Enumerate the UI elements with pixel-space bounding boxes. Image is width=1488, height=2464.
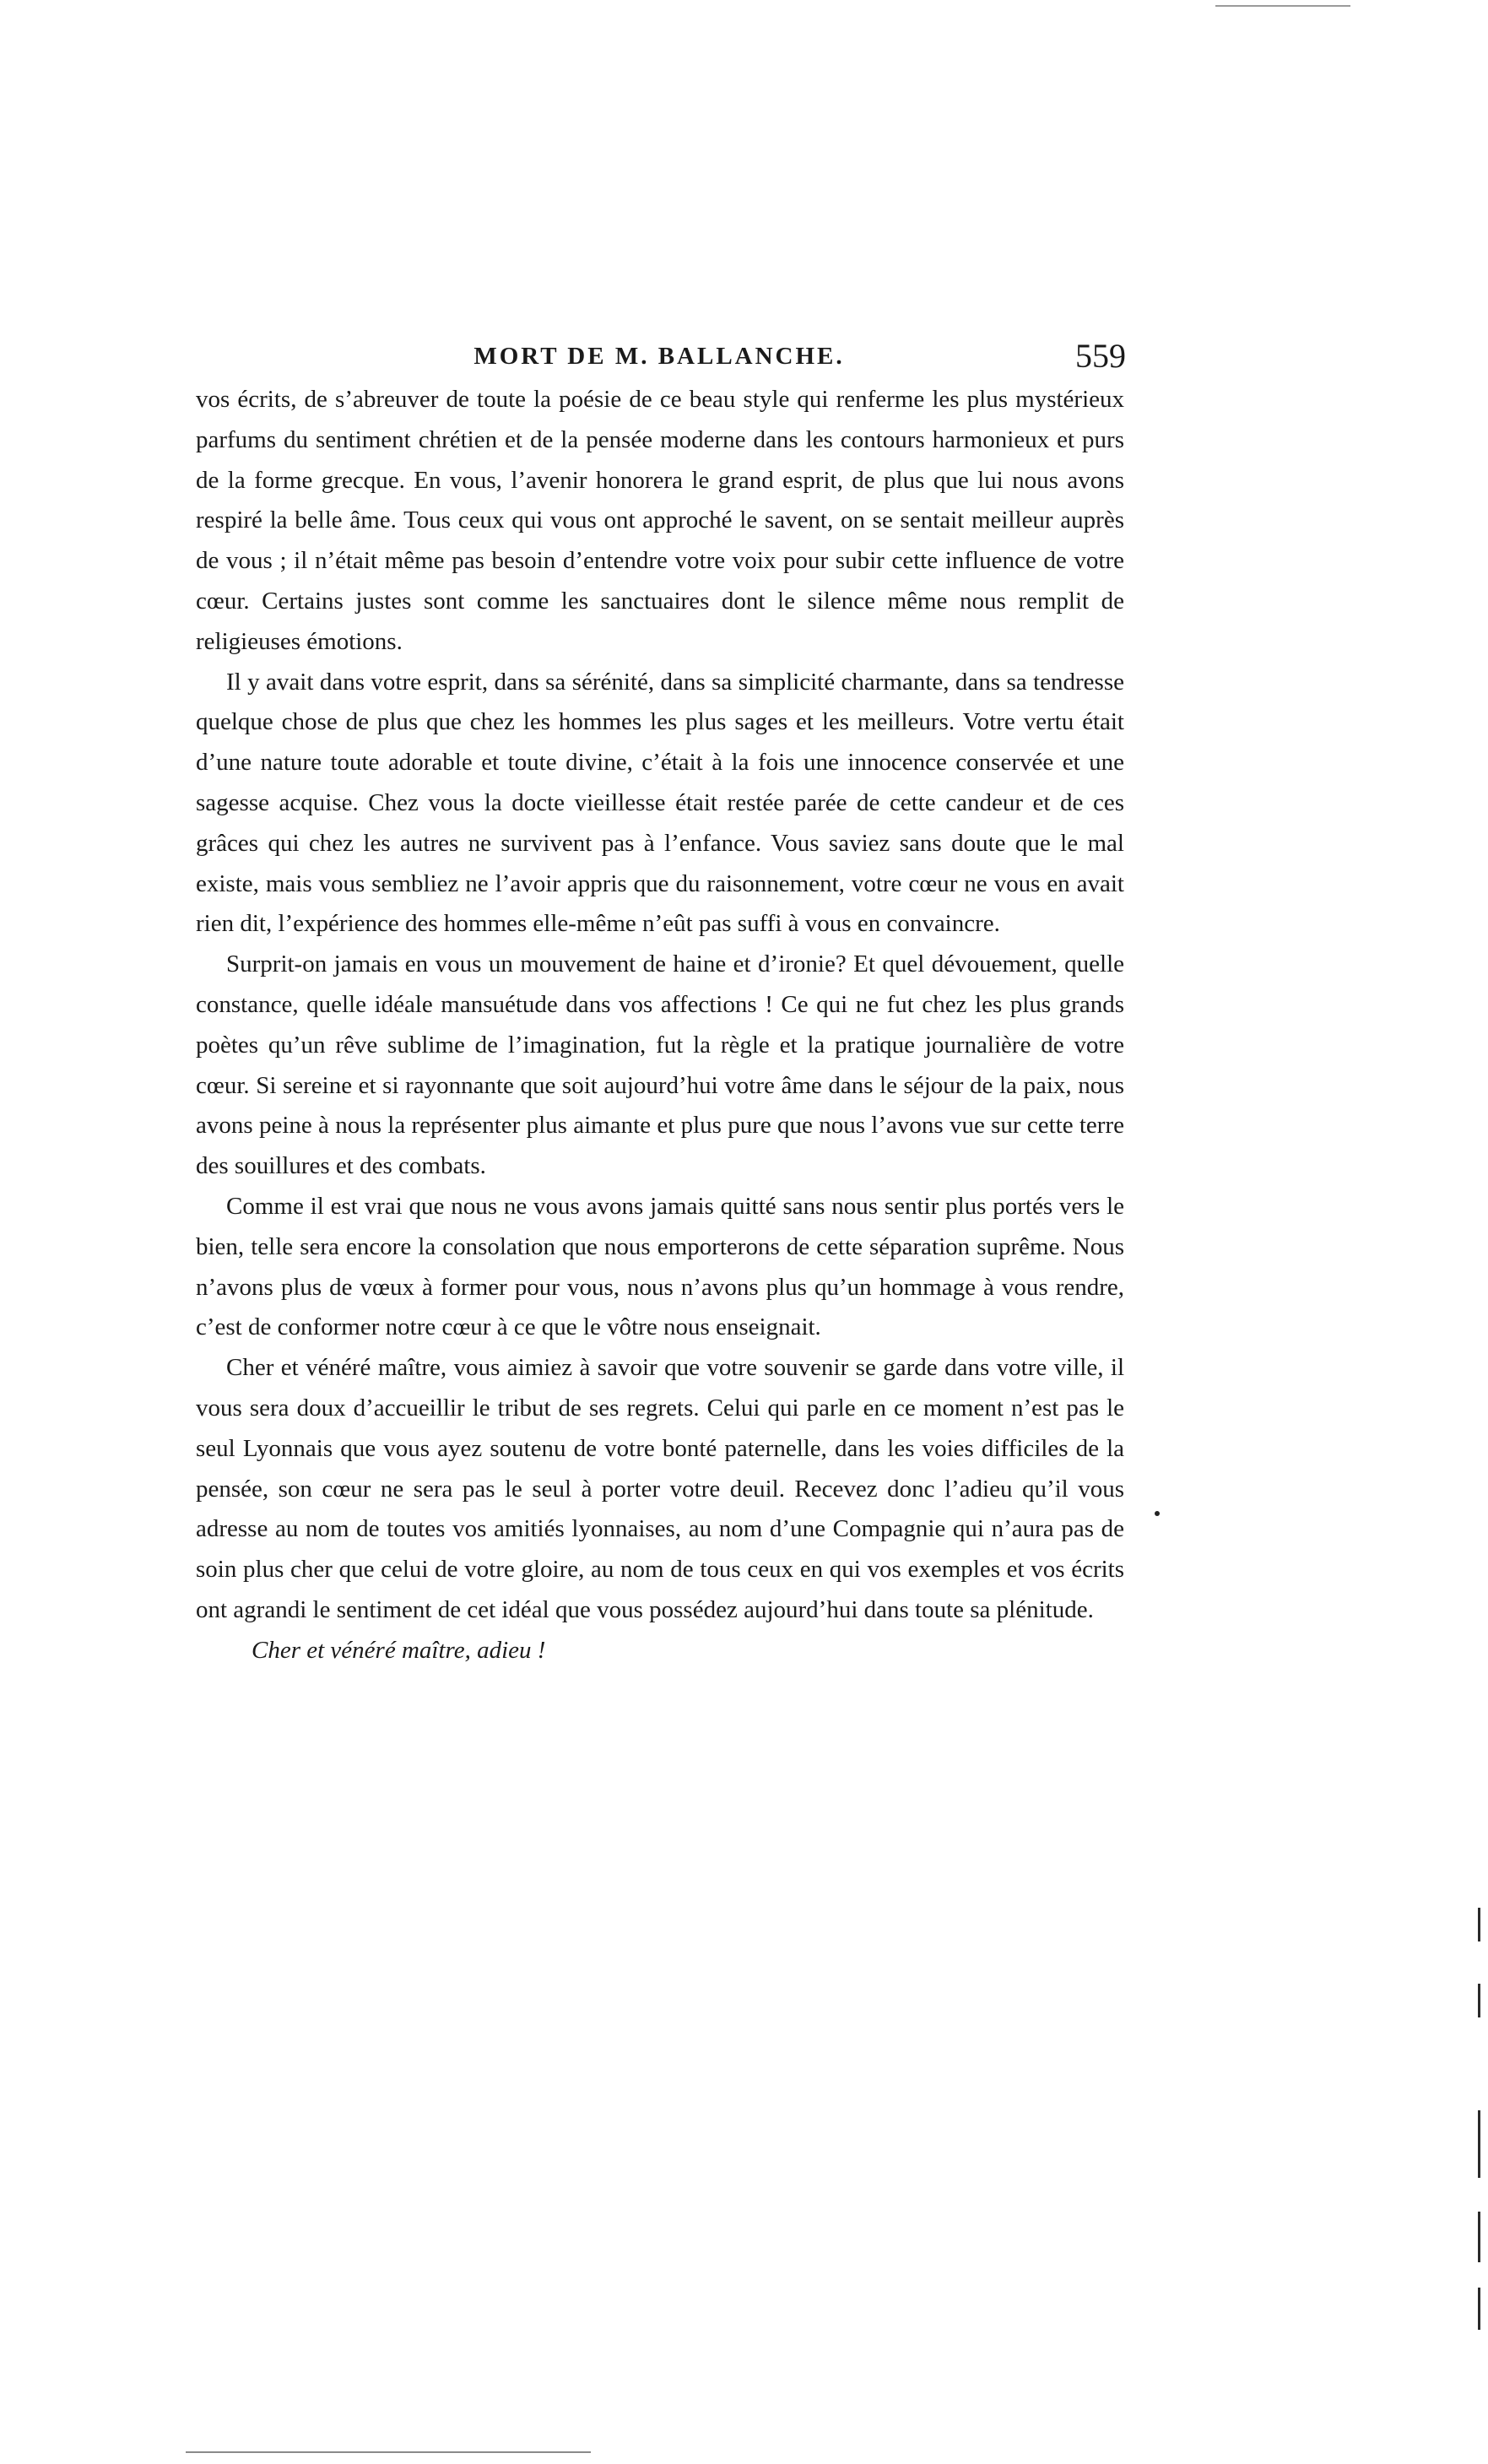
running-title: MORT DE M. BALLANCHE.: [473, 343, 845, 370]
paragraph-2: Il y avait dans votre esprit, dans sa sérénité, dans sa simplicité charmante, dans sa tendresse quelque chose de plus que chez les hommes les plus sages et les meilleurs. Votre vertu était d’une nature toute adorable et toute divine, c’était à la fois une innocence conservée et une sagesse acquise. Chez vous la docte vieillesse était restée parée de cette candeur et de ces grâces qui chez les autres ne survivent pas à l’enfance. Vous saviez sans doute que le mal existe, mais vous sembliez ne l’avoir appris que du raisonnement, votre cœur ne vous en avait rien dit, l’expérience des hommes elle-même n’eût pas suffi à vous en convaincre.: [196, 668, 1124, 938]
edge-mark: [1478, 2288, 1480, 2330]
paragraph-5: Cher et vénéré maître, vous aimiez à savoir que votre souvenir se garde dans votre ville, il vous sera doux d’accueillir le tribut de ses regrets. Celui qui parle en ce moment n’est pas le seul Lyonnais que vous ayez soutenu de votre bonté paternelle, dans les voies difficiles de la pensée, son cœur ne sera pas le seul à porter votre deuil. Recevez donc l’adieu qu’il vous adresse au nom de toutes vos amitiés lyonnaises, au nom d’une Compagnie qui n’aura pas de soin plus cher que celui de votre gloire, au nom de tous ceux en qui vos exemples et vos écrits ont agrandi le sentiment de cet idéal que vous possédez aujourd’hui dans toute sa plénitude.: [196, 1354, 1124, 1623]
body-text: [196, 380, 1124, 1671]
paragraph-1: vos écrits, de s’abreuver de toute la poésie de ce beau style qui renferme les plus mystérieux parfums du sentiment chrétien et de la pensée moderne dans les contours harmonieux et purs de la forme grecque. En vous, l’avenir honorera le grand esprit, de plus que lui nous avons respiré la belle âme. Tous ceux qui vous ont approché le savent, on se sentait meilleur auprès de vous ; il n’était même pas besoin d’entendre votre voix pour subir cette influence de votre cœur. Certains justes sont comme les sanctuaires dont le silence même nous remplit de religieuses émotions.: [196, 386, 1124, 655]
print-speck: [1155, 1511, 1160, 1516]
running-head: [192, 336, 1126, 375]
paragraph-3: Surprit-on jamais en vous un mouvement de haine et d’ironie? Et quel dévouement, quelle constance, quelle idéale mansuétude dans vos affections ! Ce qui ne fut chez les plus grands poètes qu’un rêve sublime de l’imagination, fut la règle et la pratique journalière de votre cœur. Si sereine et si rayonnante que soit aujourd’hui votre âme dans le séjour de la paix, nous avons peine à nous la représenter plus aimante et plus pure que nous l’avons vue sur cette terre des souillures et des combats.: [196, 950, 1124, 1180]
bottom-edge-rule: [186, 2451, 591, 2453]
edge-mark: [1478, 2110, 1480, 2178]
edge-mark: [1478, 2212, 1480, 2262]
top-edge-rule: [1215, 5, 1350, 7]
page-number: 559: [1075, 337, 1126, 375]
scan-edge-marks: [1478, 1908, 1483, 2330]
closing-line: Cher et vénéré maître, adieu !: [252, 1636, 546, 1664]
edge-mark: [1478, 1984, 1480, 2017]
edge-mark: [1478, 1908, 1480, 1941]
paragraph-4: Comme il est vrai que nous ne vous avons jamais quitté sans nous sentir plus portés vers le bien, telle sera encore la consolation que nous emporterons de cette séparation suprême. Nous n’avons plus de vœux à former pour vous, nous n’avons plus qu’un hommage à vous rendre, c’est de conformer notre cœur à ce que le vôtre nous enseignait.: [196, 1192, 1124, 1341]
